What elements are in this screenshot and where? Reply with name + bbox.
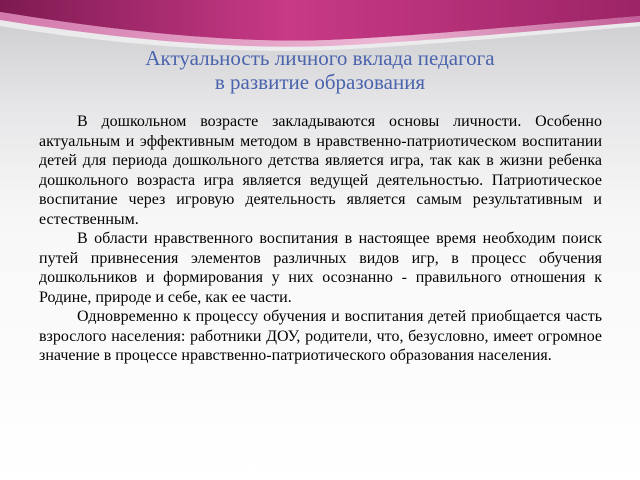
title-line-1: Актуальность личного вклада педагога <box>145 46 495 70</box>
paragraph-2: В области нравственного воспитания в настоящее время необходим поиск путей привнесения элементов различных видов игр, в процесс обучения дошкольников и формирования у них осознанно - правильного отношения к Родине, природе и себе, как ее части. <box>39 230 602 306</box>
title-line-2: в развитие образования <box>214 70 426 94</box>
paragraph-1: В дошкольном возрасте закладываются основы личности. Особенно актуальным и эффективным методом в нравственно-патриотическом воспитании детей для периода дошкольного детства является игра, так как в жизни ребенка дошкольного возраста игра является ведущей деятельностью. Патриотическое воспитание через игровую деятельность является самым результативным и естественным. <box>39 113 602 228</box>
paragraph-3: Одновременно к процессу обучения и воспитания детей приобщается часть взрослого населения: работники ДОУ, родители, что, безусловно, имеет огромное значение в процессе нравственно-патриотического образования населения. <box>39 308 602 364</box>
slide-body <box>39 112 602 366</box>
slide-title <box>0 46 640 94</box>
